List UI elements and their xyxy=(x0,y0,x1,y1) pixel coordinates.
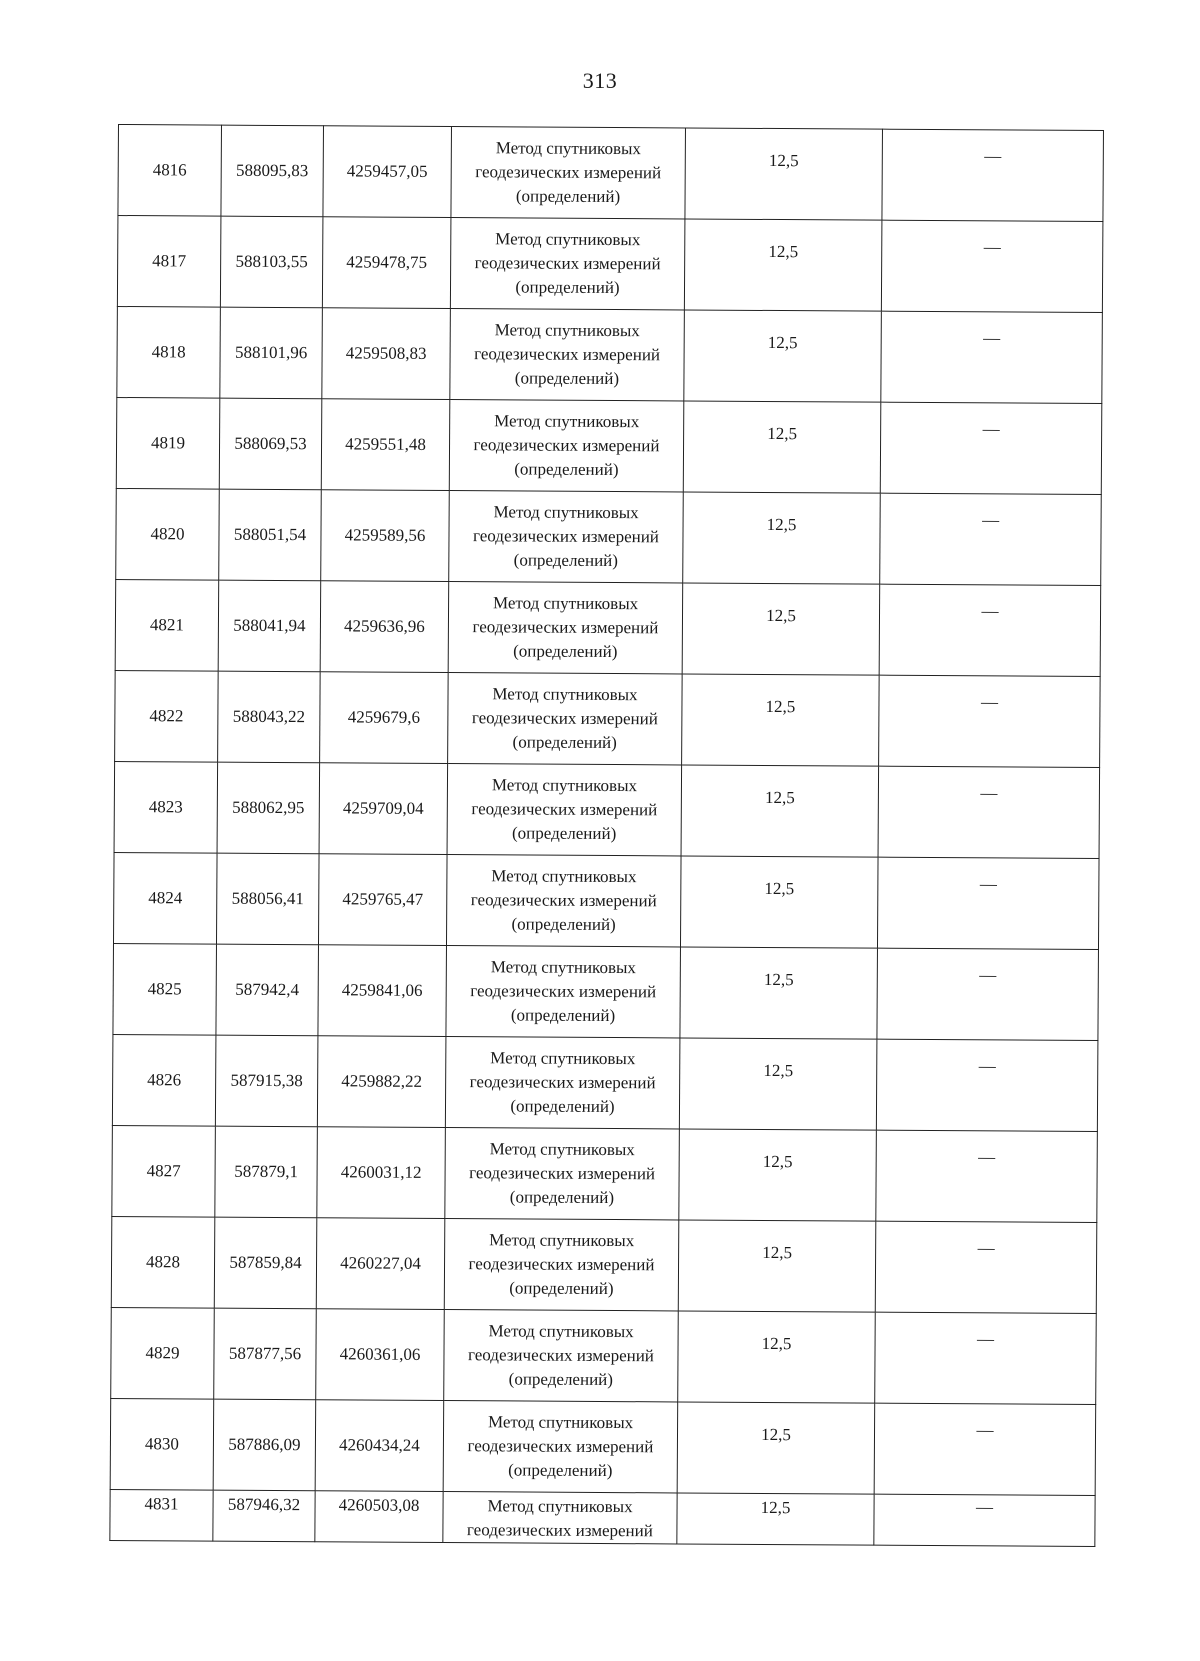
method-line: Метод спутниковых xyxy=(487,1496,633,1517)
note-cell: — xyxy=(874,1403,1096,1495)
method-line: геодезических измерений xyxy=(467,1436,654,1457)
accuracy-cell: 12,5 xyxy=(683,492,881,584)
accuracy-cell: 12,5 xyxy=(678,1220,876,1312)
method-line: Метод спутниковых xyxy=(492,684,638,705)
y-coordinate-cell: 4259636,96 xyxy=(320,581,449,673)
point-number-cell: 4820 xyxy=(116,488,220,580)
x-coordinate-cell: 587915,38 xyxy=(215,1035,318,1127)
method-line: (определений) xyxy=(510,1096,615,1117)
method-line: (определений) xyxy=(511,914,616,935)
method-line: геодезических измерений xyxy=(471,708,658,729)
y-coordinate-cell: 4260031,12 xyxy=(317,1127,446,1219)
method-line: (определений) xyxy=(514,459,619,480)
point-number-cell: 4821 xyxy=(115,579,219,671)
point-number-cell: 4819 xyxy=(116,397,220,489)
x-coordinate-cell: 588056,41 xyxy=(216,853,319,945)
method-line: (определений) xyxy=(515,186,621,207)
x-coordinate-cell: 588101,96 xyxy=(220,307,323,399)
table-row xyxy=(110,1489,1095,1546)
method-line: геодезических измерений xyxy=(473,435,660,456)
method-cell xyxy=(443,1401,678,1493)
x-coordinate-cell: 587859,84 xyxy=(214,1217,317,1309)
y-coordinate-cell: 4259882,22 xyxy=(317,1036,446,1128)
note-cell: — xyxy=(874,1494,1095,1546)
accuracy-cell: 12,5 xyxy=(681,765,879,857)
table-row xyxy=(115,579,1101,676)
method-line: (определений) xyxy=(515,277,620,298)
table-row xyxy=(112,1034,1098,1131)
x-coordinate-cell: 588043,22 xyxy=(218,671,321,763)
method-line: Метод спутниковых xyxy=(493,502,639,523)
y-coordinate-cell: 4260503,08 xyxy=(315,1491,443,1543)
method-line: геодезических измерений xyxy=(474,253,661,274)
table-row xyxy=(117,216,1103,313)
method-line: (определений) xyxy=(511,823,617,844)
method-cell xyxy=(446,946,681,1038)
x-coordinate-cell: 587879,1 xyxy=(215,1126,318,1218)
method-cell xyxy=(444,1310,679,1402)
method-line: геодезических измерений xyxy=(470,890,657,911)
method-line: (определений) xyxy=(509,1187,615,1208)
note-cell: — xyxy=(882,129,1104,221)
method-line: Метод спутниковых xyxy=(492,593,639,614)
method-line: геодезических измерений xyxy=(470,981,657,1002)
y-coordinate-cell: 4259478,75 xyxy=(322,217,451,309)
point-number-cell: 4817 xyxy=(117,216,221,308)
x-coordinate-cell: 587942,4 xyxy=(216,944,319,1036)
accuracy-cell: 12,5 xyxy=(685,128,883,220)
method-cell xyxy=(445,1037,680,1129)
table-row xyxy=(113,943,1099,1040)
method-line: геодезических измерений xyxy=(475,162,662,183)
method-line: Метод спутниковых xyxy=(491,775,638,796)
table-row xyxy=(117,306,1103,403)
coordinates-table xyxy=(109,124,1104,1547)
table-row xyxy=(112,1125,1098,1222)
method-line: геодезических измерений xyxy=(469,1072,656,1093)
method-line: геодезических измерений xyxy=(471,799,658,820)
method-line: (определений) xyxy=(512,732,617,753)
x-coordinate-cell: 587877,56 xyxy=(214,1308,317,1400)
method-cell xyxy=(444,1219,679,1311)
note-cell: — xyxy=(877,857,1099,949)
method-line: Метод спутниковых xyxy=(487,1412,634,1433)
method-cell xyxy=(451,127,686,219)
point-number-cell: 4824 xyxy=(113,852,217,944)
note-cell: — xyxy=(875,1312,1097,1404)
point-number-cell: 4822 xyxy=(115,670,219,762)
method-cell xyxy=(448,582,683,674)
y-coordinate-cell: 4259709,04 xyxy=(319,763,448,855)
x-coordinate-cell: 588103,55 xyxy=(220,216,323,308)
y-coordinate-cell: 4259765,47 xyxy=(318,854,447,946)
note-cell: — xyxy=(880,493,1102,585)
note-cell: — xyxy=(880,402,1102,494)
y-coordinate-cell: 4259841,06 xyxy=(318,945,447,1037)
table-row xyxy=(113,852,1099,949)
table-row xyxy=(114,761,1100,858)
point-number-cell: 4826 xyxy=(112,1034,216,1126)
note-cell: — xyxy=(876,1130,1098,1222)
point-number-cell: 4828 xyxy=(111,1216,215,1308)
accuracy-cell: 12,5 xyxy=(677,1402,875,1494)
note-cell: — xyxy=(878,766,1100,858)
point-number-cell: 4829 xyxy=(111,1307,215,1399)
note-cell: — xyxy=(879,584,1101,676)
method-line: геодезических измерений xyxy=(472,526,659,547)
x-coordinate-cell: 587886,09 xyxy=(213,1399,316,1491)
accuracy-cell: 12,5 xyxy=(682,583,880,675)
method-line: геодезических измерений xyxy=(466,1520,653,1541)
note-cell: — xyxy=(876,1039,1098,1131)
note-cell: — xyxy=(877,948,1099,1040)
table-body xyxy=(110,125,1104,1547)
table-row xyxy=(110,1398,1096,1495)
table-row xyxy=(111,1307,1097,1404)
method-cell xyxy=(443,1492,677,1544)
point-number-cell: 4827 xyxy=(112,1125,216,1217)
method-line: Метод спутниковых xyxy=(495,138,641,159)
x-coordinate-cell: 588069,53 xyxy=(219,398,322,490)
y-coordinate-cell: 4260434,24 xyxy=(315,1400,444,1492)
method-line: Метод спутниковых xyxy=(488,1321,634,1342)
accuracy-cell: 12,5 xyxy=(680,947,878,1039)
note-cell: — xyxy=(879,675,1101,767)
method-cell xyxy=(449,491,684,583)
x-coordinate-cell: 588095,83 xyxy=(221,125,324,217)
point-number-cell: 4816 xyxy=(118,125,222,217)
accuracy-cell: 12,5 xyxy=(684,219,882,311)
x-coordinate-cell: 588041,94 xyxy=(218,580,321,672)
y-coordinate-cell: 4260361,06 xyxy=(316,1309,445,1401)
method-line: Метод спутниковых xyxy=(495,229,641,250)
point-number-cell: 4823 xyxy=(114,761,218,853)
method-line: геодезических измерений xyxy=(469,1163,656,1184)
table-row xyxy=(115,670,1101,767)
table-row xyxy=(116,397,1102,494)
method-line: (определений) xyxy=(513,641,618,662)
accuracy-cell: 12,5 xyxy=(679,1129,877,1221)
method-line: (определений) xyxy=(508,1460,613,1481)
accuracy-cell: 12,5 xyxy=(679,1038,877,1130)
method-cell xyxy=(445,1128,680,1220)
y-coordinate-cell: 4260227,04 xyxy=(316,1218,445,1310)
note-cell: — xyxy=(875,1221,1097,1313)
table-row xyxy=(111,1216,1097,1313)
note-cell: — xyxy=(881,311,1103,403)
method-line: Метод спутниковых xyxy=(490,1048,636,1069)
accuracy-cell: 12,5 xyxy=(682,674,880,766)
method-cell xyxy=(448,673,683,765)
method-line: Метод спутниковых xyxy=(489,1139,635,1160)
table-row xyxy=(116,488,1102,585)
method-line: геодезических измерений xyxy=(468,1254,655,1275)
method-line: Метод спутниковых xyxy=(494,320,640,341)
y-coordinate-cell: 4259679,6 xyxy=(320,672,449,764)
accuracy-cell: 12,5 xyxy=(683,401,881,493)
accuracy-cell: 12,5 xyxy=(684,310,882,402)
method-line: Метод спутниковых xyxy=(490,957,636,978)
note-cell: — xyxy=(881,220,1103,312)
point-number-cell: 4825 xyxy=(113,943,217,1035)
y-coordinate-cell: 4259508,83 xyxy=(322,308,451,400)
accuracy-cell: 12,5 xyxy=(680,856,878,948)
method-line: (определений) xyxy=(513,550,619,571)
method-line: Метод спутниковых xyxy=(489,1230,635,1251)
y-coordinate-cell: 4259551,48 xyxy=(321,399,450,491)
method-line: (определений) xyxy=(510,1005,616,1026)
page-number: 313 xyxy=(582,68,618,93)
x-coordinate-cell: 588062,95 xyxy=(217,762,320,854)
method-cell xyxy=(449,400,684,492)
x-coordinate-cell: 588051,54 xyxy=(219,489,322,581)
method-line: (определений) xyxy=(514,368,620,389)
method-line: геодезических измерений xyxy=(467,1345,654,1366)
method-line: Метод спутниковых xyxy=(491,866,637,887)
x-coordinate-cell: 587946,32 xyxy=(213,1490,315,1542)
point-number-cell: 4831 xyxy=(110,1489,213,1541)
y-coordinate-cell: 4259589,56 xyxy=(321,490,450,582)
point-number-cell: 4830 xyxy=(110,1398,214,1490)
method-line: (определений) xyxy=(508,1369,614,1390)
method-line: геодезических измерений xyxy=(474,344,661,365)
table-row xyxy=(118,125,1104,222)
y-coordinate-cell: 4259457,05 xyxy=(323,126,452,218)
accuracy-cell: 12,5 xyxy=(678,1311,876,1403)
method-cell xyxy=(447,764,682,856)
method-line: Метод спутниковых xyxy=(494,411,640,432)
method-cell xyxy=(446,855,681,947)
method-cell xyxy=(450,309,685,401)
accuracy-cell: 12,5 xyxy=(677,1493,874,1545)
point-number-cell: 4818 xyxy=(117,306,221,398)
method-line: геодезических измерений xyxy=(472,617,659,638)
method-line: (определений) xyxy=(509,1278,614,1299)
method-cell xyxy=(450,218,685,310)
